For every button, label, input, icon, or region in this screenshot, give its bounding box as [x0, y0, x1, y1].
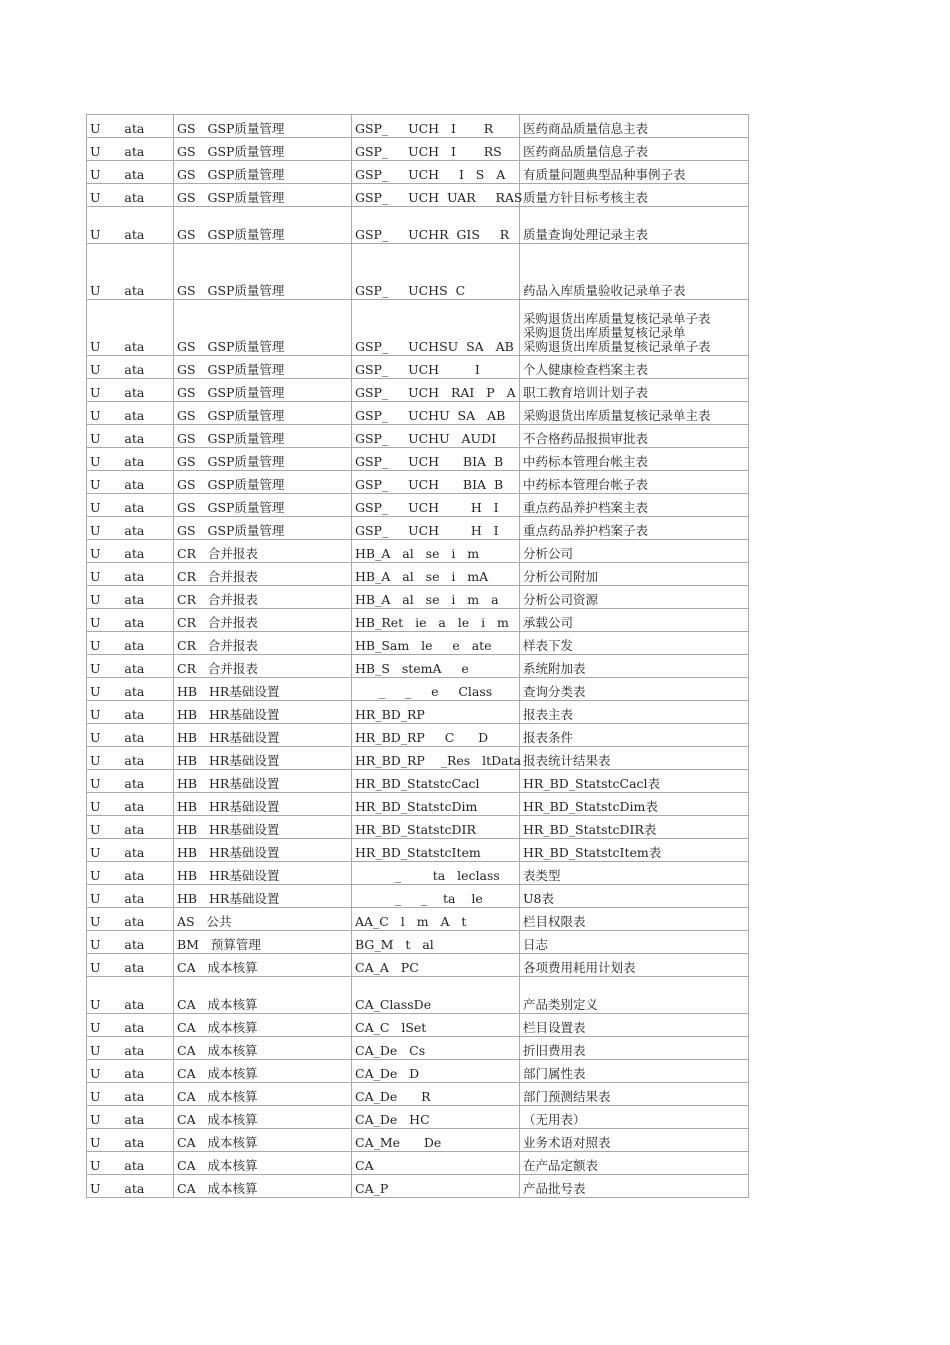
cell-module-code: U ata: [87, 300, 174, 356]
cell-table-name: _ _ e Class: [352, 678, 520, 701]
cell-table-desc: 部门属性表: [520, 1060, 749, 1083]
cell-module-code: U ata: [87, 425, 174, 448]
cell-table-name: HR_BD_StatstcCacl: [352, 770, 520, 793]
cell-table-name: CA_De HC: [352, 1106, 520, 1129]
cell-table-desc: 报表统计结果表: [520, 747, 749, 770]
cell-table-name: HB_Ret ie a le i m: [352, 609, 520, 632]
table-row: [87, 494, 749, 517]
cell-module-name: CA 成本核算: [174, 1014, 352, 1037]
cell-table-name: HR_BD_RP: [352, 701, 520, 724]
table-row: [87, 747, 749, 770]
cell-table-desc: 重点药品养护档案子表: [520, 517, 749, 540]
cell-table-name: GSP_ UCHS C: [352, 244, 520, 300]
table-row: [87, 609, 749, 632]
cell-module-name: CR 合并报表: [174, 655, 352, 678]
cell-table-desc: 个人健康检查档案主表: [520, 356, 749, 379]
cell-table-desc: 分析公司附加: [520, 563, 749, 586]
cell-module-name: HB HR基础设置: [174, 678, 352, 701]
cell-table-name: CA_P: [352, 1175, 520, 1198]
cell-module-name: HB HR基础设置: [174, 839, 352, 862]
cell-module-name: GS GSP质量管理: [174, 207, 352, 244]
cell-module-name: HB HR基础设置: [174, 770, 352, 793]
cell-module-name: CR 合并报表: [174, 563, 352, 586]
cell-table-name: CA_De D: [352, 1060, 520, 1083]
table-row: [87, 540, 749, 563]
cell-table-desc: 分析公司资源: [520, 586, 749, 609]
cell-table-desc: 栏目权限表: [520, 908, 749, 931]
cell-module-name: HB HR基础设置: [174, 747, 352, 770]
cell-table-name: _ ta leclass: [352, 862, 520, 885]
cell-table-name: GSP_ UCHR GIS R: [352, 207, 520, 244]
table-row: [87, 161, 749, 184]
cell-module-code: U ata: [87, 586, 174, 609]
cell-table-desc: 折旧费用表: [520, 1037, 749, 1060]
cell-table-name: HB_Sam le e ate: [352, 632, 520, 655]
cell-table-name: CA_De R: [352, 1083, 520, 1106]
cell-module-code: U ata: [87, 1060, 174, 1083]
cell-table-name: CA_C lSet: [352, 1014, 520, 1037]
cell-table-name: GSP_ UCH H I: [352, 494, 520, 517]
cell-module-code: U ata: [87, 379, 174, 402]
cell-table-desc: HR_BD_StatstcItem表: [520, 839, 749, 862]
cell-table-name: AA_C l m A t: [352, 908, 520, 931]
cell-table-desc: 药品入库质量验收记录单子表: [520, 244, 749, 300]
cell-module-code: U ata: [87, 1014, 174, 1037]
table-row: [87, 793, 749, 816]
cell-module-name: GS GSP质量管理: [174, 471, 352, 494]
table-row: [87, 954, 749, 977]
cell-module-code: U ata: [87, 701, 174, 724]
table-row: [87, 678, 749, 701]
cell-module-name: HB HR基础设置: [174, 724, 352, 747]
cell-module-code: U ata: [87, 724, 174, 747]
cell-table-desc: 采购退货出库质量复核记录单主表: [520, 402, 749, 425]
cell-table-desc: 在产品定额表: [520, 1152, 749, 1175]
table-row: [87, 1037, 749, 1060]
cell-module-name: HB HR基础设置: [174, 885, 352, 908]
cell-module-code: U ata: [87, 747, 174, 770]
table-row: [87, 244, 749, 300]
table-row: [87, 724, 749, 747]
table-row: [87, 1106, 749, 1129]
cell-table-desc: U8表: [520, 885, 749, 908]
cell-table-desc: 承载公司: [520, 609, 749, 632]
cell-table-name: HR_BD_RP _Res ltData: [352, 747, 520, 770]
cell-module-code: U ata: [87, 402, 174, 425]
table-row: [87, 300, 749, 356]
cell-module-code: U ata: [87, 678, 174, 701]
cell-table-name: HR_BD_StatstcItem: [352, 839, 520, 862]
table-row: [87, 184, 749, 207]
cell-table-name: BG_M t al: [352, 931, 520, 954]
cell-module-code: U ata: [87, 138, 174, 161]
cell-module-code: U ata: [87, 931, 174, 954]
cell-module-name: GS GSP质量管理: [174, 115, 352, 138]
table-row: [87, 816, 749, 839]
cell-table-name: GSP_ UCH I: [352, 356, 520, 379]
table-row: [87, 563, 749, 586]
cell-table-desc: 医药商品质量信息子表: [520, 138, 749, 161]
cell-module-code: U ata: [87, 839, 174, 862]
cell-table-desc: （无用表）: [520, 1106, 749, 1129]
cell-table-desc: 报表条件: [520, 724, 749, 747]
table-row: [87, 402, 749, 425]
cell-table-desc: 业务术语对照表: [520, 1129, 749, 1152]
cell-module-code: U ata: [87, 908, 174, 931]
table-row: [87, 701, 749, 724]
cell-module-code: U ata: [87, 816, 174, 839]
cell-table-desc: 产品批号表: [520, 1175, 749, 1198]
cell-module-code: U ata: [87, 1037, 174, 1060]
cell-module-name: CA 成本核算: [174, 1083, 352, 1106]
table-row: [87, 379, 749, 402]
cell-table-desc: 中药标本管理台帐子表: [520, 471, 749, 494]
table-row: [87, 586, 749, 609]
cell-table-name: GSP_ UCH BIA B: [352, 448, 520, 471]
cell-table-desc: 有质量问题典型品种事例子表: [520, 161, 749, 184]
cell-table-desc: 医药商品质量信息主表: [520, 115, 749, 138]
cell-module-name: GS GSP质量管理: [174, 356, 352, 379]
cell-table-desc: 重点药品养护档案主表: [520, 494, 749, 517]
cell-table-name: HR_BD_StatstcDim: [352, 793, 520, 816]
cell-table-desc: 各项费用耗用计划表: [520, 954, 749, 977]
table-row: [87, 471, 749, 494]
cell-module-code: U ata: [87, 885, 174, 908]
cell-table-name: CA_De Cs: [352, 1037, 520, 1060]
cell-table-desc: 样表下发: [520, 632, 749, 655]
cell-module-name: GS GSP质量管理: [174, 244, 352, 300]
table-row: [87, 1083, 749, 1106]
cell-module-code: U ata: [87, 655, 174, 678]
cell-module-name: GS GSP质量管理: [174, 161, 352, 184]
table-row: [87, 1129, 749, 1152]
cell-table-name: GSP_ UCH RAI P A: [352, 379, 520, 402]
cell-module-name: CR 合并报表: [174, 609, 352, 632]
table-row: [87, 977, 749, 1014]
table-row: [87, 448, 749, 471]
cell-module-code: U ata: [87, 770, 174, 793]
cell-module-code: U ata: [87, 1106, 174, 1129]
cell-table-name: GSP_ UCHU AUDI: [352, 425, 520, 448]
table-row: [87, 207, 749, 244]
cell-module-name: CA 成本核算: [174, 1129, 352, 1152]
cell-module-name: GS GSP质量管理: [174, 448, 352, 471]
cell-table-name: GSP_ UCH I S A: [352, 161, 520, 184]
cell-table-desc: 查询分类表: [520, 678, 749, 701]
table-row: [87, 1152, 749, 1175]
cell-table-name: GSP_ UCH I RS: [352, 138, 520, 161]
table-row: [87, 931, 749, 954]
cell-module-code: U ata: [87, 517, 174, 540]
cell-table-name: GSP_ UCHSU SA AB: [352, 300, 520, 356]
table-row: [87, 115, 749, 138]
cell-table-desc: 表类型: [520, 862, 749, 885]
cell-module-code: U ata: [87, 207, 174, 244]
cell-table-name: HB_S stemA e: [352, 655, 520, 678]
cell-table-desc: HR_BD_StatstcDIR表: [520, 816, 749, 839]
cell-module-code: U ata: [87, 115, 174, 138]
cell-module-name: CA 成本核算: [174, 954, 352, 977]
cell-module-code: U ata: [87, 563, 174, 586]
table-row: [87, 1014, 749, 1037]
table-row: [87, 1060, 749, 1083]
table-row: [87, 655, 749, 678]
cell-table-desc: 栏目设置表: [520, 1014, 749, 1037]
table-row: [87, 908, 749, 931]
cell-table-desc: 质量查询处理记录主表: [520, 207, 749, 244]
cell-module-name: GS GSP质量管理: [174, 138, 352, 161]
cell-table-desc: 职工教育培训计划子表: [520, 379, 749, 402]
data-table: [86, 114, 749, 1198]
table-row: [87, 885, 749, 908]
table-row: [87, 356, 749, 379]
table-row: [87, 770, 749, 793]
cell-module-name: AS 公共: [174, 908, 352, 931]
cell-table-name: GSP_ UCH BIA B: [352, 471, 520, 494]
cell-module-code: U ata: [87, 1129, 174, 1152]
cell-module-name: CA 成本核算: [174, 1175, 352, 1198]
cell-module-name: HB HR基础设置: [174, 862, 352, 885]
cell-table-desc: 中药标本管理台帐主表: [520, 448, 749, 471]
cell-module-code: U ata: [87, 356, 174, 379]
cell-table-desc: HR_BD_StatstcCacl表: [520, 770, 749, 793]
cell-table-name: CA_Me De: [352, 1129, 520, 1152]
cell-module-code: U ata: [87, 244, 174, 300]
table-row: [87, 632, 749, 655]
cell-module-code: U ata: [87, 1083, 174, 1106]
cell-module-code: U ata: [87, 954, 174, 977]
table-row: [87, 425, 749, 448]
cell-module-name: CA 成本核算: [174, 1106, 352, 1129]
cell-table-name: CA_ClassDe: [352, 977, 520, 1014]
cell-table-name: HB_A al se i m: [352, 540, 520, 563]
cell-module-code: U ata: [87, 540, 174, 563]
cell-module-code: U ata: [87, 1152, 174, 1175]
cell-table-name: HB_A al se i mA: [352, 563, 520, 586]
cell-table-name: CA: [352, 1152, 520, 1175]
table-row: [87, 517, 749, 540]
cell-module-name: CA 成本核算: [174, 1037, 352, 1060]
cell-table-name: GSP_ UCHU SA AB: [352, 402, 520, 425]
cell-module-name: CA 成本核算: [174, 977, 352, 1014]
cell-module-name: HB HR基础设置: [174, 793, 352, 816]
cell-table-desc: 质量方针目标考核主表: [520, 184, 749, 207]
cell-module-code: U ata: [87, 793, 174, 816]
cell-table-desc: HR_BD_StatstcDim表: [520, 793, 749, 816]
cell-table-desc: 报表主表: [520, 701, 749, 724]
cell-module-code: U ata: [87, 1175, 174, 1198]
cell-table-desc: 系统附加表: [520, 655, 749, 678]
cell-table-name: CA_A PC: [352, 954, 520, 977]
cell-table-name: GSP_ UCH H I: [352, 517, 520, 540]
cell-module-name: HB HR基础设置: [174, 701, 352, 724]
cell-table-desc: 分析公司: [520, 540, 749, 563]
cell-table-desc: 部门预测结果表: [520, 1083, 749, 1106]
table-row: [87, 839, 749, 862]
cell-table-name: GSP_ UCH UAR RAS: [352, 184, 520, 207]
table-row: [87, 862, 749, 885]
cell-table-desc: 日志: [520, 931, 749, 954]
cell-module-name: CA 成本核算: [174, 1060, 352, 1083]
cell-module-name: HB HR基础设置: [174, 816, 352, 839]
cell-module-code: U ata: [87, 862, 174, 885]
cell-module-code: U ata: [87, 471, 174, 494]
cell-module-name: GS GSP质量管理: [174, 494, 352, 517]
cell-table-name: GSP_ UCH I R: [352, 115, 520, 138]
cell-module-name: GS GSP质量管理: [174, 402, 352, 425]
cell-table-name: HR_BD_RP C D: [352, 724, 520, 747]
cell-table-desc: 不合格药品报损审批表: [520, 425, 749, 448]
cell-module-name: GS GSP质量管理: [174, 379, 352, 402]
cell-table-desc: 产品类别定义: [520, 977, 749, 1014]
cell-table-name: HR_BD_StatstcDIR: [352, 816, 520, 839]
table-row: [87, 138, 749, 161]
cell-table-desc: 采购退货出库质量复核记录单子表 采购退货出库质量复核记录单 采购退货出库质量复核记录单子表: [520, 300, 749, 356]
cell-module-name: CR 合并报表: [174, 632, 352, 655]
cell-module-name: CR 合并报表: [174, 586, 352, 609]
cell-module-name: GS GSP质量管理: [174, 517, 352, 540]
cell-module-code: U ata: [87, 184, 174, 207]
cell-module-name: GS GSP质量管理: [174, 425, 352, 448]
cell-table-name: _ _ ta le: [352, 885, 520, 908]
cell-module-code: U ata: [87, 632, 174, 655]
cell-module-code: U ata: [87, 609, 174, 632]
table-row: [87, 1175, 749, 1198]
cell-module-name: GS GSP质量管理: [174, 300, 352, 356]
cell-module-name: BM 预算管理: [174, 931, 352, 954]
cell-table-name: HB_A al se i m a: [352, 586, 520, 609]
cell-module-code: U ata: [87, 448, 174, 471]
cell-module-code: U ata: [87, 977, 174, 1014]
table-body: [87, 115, 749, 1198]
cell-module-code: U ata: [87, 494, 174, 517]
cell-module-name: CR 合并报表: [174, 540, 352, 563]
cell-module-name: GS GSP质量管理: [174, 184, 352, 207]
cell-module-name: CA 成本核算: [174, 1152, 352, 1175]
cell-module-code: U ata: [87, 161, 174, 184]
